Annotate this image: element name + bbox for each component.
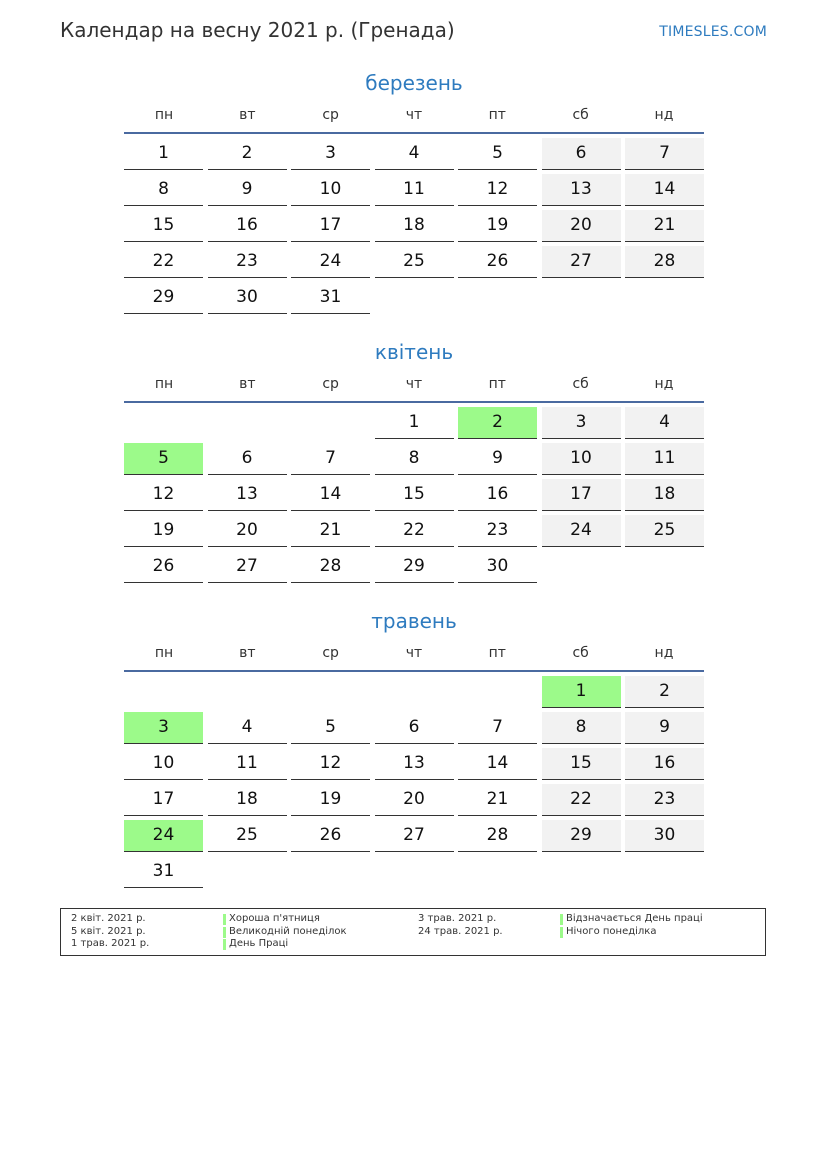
day-cell: 6 (375, 712, 454, 744)
empty-cell (458, 856, 537, 888)
month-title: травень (371, 609, 457, 633)
day-cell: 8 (542, 712, 621, 744)
weekday-label: пт (488, 645, 506, 661)
day-cell: 16 (458, 479, 537, 511)
day-cell: 8 (124, 174, 203, 206)
weekday-label: вт (239, 107, 256, 123)
weekday-label: нд (654, 107, 674, 123)
day-cell: 30 (458, 551, 537, 583)
day-cell: 14 (291, 479, 370, 511)
month-title: квітень (374, 340, 454, 364)
week-row (124, 676, 704, 712)
day-cell: 29 (124, 282, 203, 314)
weekday-header (124, 367, 704, 403)
month-2 (124, 337, 704, 587)
day-cell: 4 (625, 407, 704, 439)
day-cell: 29 (375, 551, 454, 583)
weekday-label: пт (488, 107, 506, 123)
weeks-grid (124, 672, 704, 892)
day-cell: 14 (625, 174, 704, 206)
weeks-grid (124, 134, 704, 318)
day-cell: 27 (375, 820, 454, 852)
day-cell: 18 (375, 210, 454, 242)
empty-cell (375, 282, 454, 314)
day-cell: 3 (542, 407, 621, 439)
empty-cell (375, 856, 454, 888)
day-cell: 1 (375, 407, 454, 439)
empty-cell (124, 407, 203, 439)
day-cell: 19 (291, 784, 370, 816)
legend-holiday-name: Хороша п'ятниця (223, 913, 320, 924)
day-cell: 6 (542, 138, 621, 170)
day-cell: 31 (291, 282, 370, 314)
day-cell: 4 (375, 138, 454, 170)
legend-date: 5 квіт. 2021 р. (71, 926, 146, 937)
day-cell: 28 (625, 246, 704, 278)
day-cell: 4 (208, 712, 287, 744)
month-3 (124, 606, 704, 892)
legend-holiday-name: Нічого понеділка (560, 926, 656, 937)
day-cell: 28 (458, 820, 537, 852)
day-cell: 10 (542, 443, 621, 475)
week-row (124, 246, 704, 282)
empty-cell (291, 407, 370, 439)
empty-cell (542, 282, 621, 314)
day-cell: 7 (625, 138, 704, 170)
empty-cell (208, 856, 287, 888)
day-cell: 25 (375, 246, 454, 278)
weekday-label: пн (154, 376, 174, 392)
empty-cell (542, 551, 621, 583)
day-cell: 16 (208, 210, 287, 242)
day-cell: 20 (375, 784, 454, 816)
day-cell: 19 (124, 515, 203, 547)
month-1 (124, 68, 704, 318)
weekday-label: чт (405, 107, 423, 123)
day-cell: 23 (208, 246, 287, 278)
week-row (124, 712, 704, 748)
week-row (124, 820, 704, 856)
day-cell: 28 (291, 551, 370, 583)
day-cell: 2 (208, 138, 287, 170)
holiday-day-cell: 1 (542, 676, 621, 708)
weekday-label: ср (322, 645, 339, 661)
empty-cell (291, 676, 370, 708)
day-cell: 14 (458, 748, 537, 780)
day-cell: 9 (458, 443, 537, 475)
day-cell: 27 (208, 551, 287, 583)
day-cell: 12 (124, 479, 203, 511)
day-cell: 13 (208, 479, 287, 511)
day-cell: 30 (208, 282, 287, 314)
day-cell: 15 (124, 210, 203, 242)
weekday-label: сб (572, 376, 589, 392)
day-cell: 15 (542, 748, 621, 780)
week-row (124, 515, 704, 551)
week-row (124, 551, 704, 587)
empty-cell (208, 407, 287, 439)
week-row (124, 138, 704, 174)
day-cell: 15 (375, 479, 454, 511)
day-cell: 30 (625, 820, 704, 852)
day-cell: 22 (375, 515, 454, 547)
day-cell: 17 (124, 784, 203, 816)
holiday-day-cell: 5 (124, 443, 203, 475)
week-row (124, 856, 704, 892)
weekday-label: сб (572, 645, 589, 661)
day-cell: 26 (124, 551, 203, 583)
legend-holiday-name: Великодній понеділок (223, 926, 347, 937)
site-link[interactable]: TIMESLES.COM (659, 24, 767, 40)
day-cell: 25 (625, 515, 704, 547)
holiday-day-cell: 2 (458, 407, 537, 439)
day-cell: 7 (458, 712, 537, 744)
weekday-label: ср (322, 376, 339, 392)
day-cell: 17 (542, 479, 621, 511)
week-row (124, 407, 704, 443)
empty-cell (542, 856, 621, 888)
week-row (124, 174, 704, 210)
day-cell: 11 (625, 443, 704, 475)
day-cell: 25 (208, 820, 287, 852)
day-cell: 5 (458, 138, 537, 170)
weekday-label: пт (488, 376, 506, 392)
day-cell: 19 (458, 210, 537, 242)
legend-date: 1 трав. 2021 р. (71, 938, 150, 949)
day-cell: 12 (291, 748, 370, 780)
weekday-label: вт (239, 645, 256, 661)
weekday-label: пн (154, 107, 174, 123)
empty-cell (625, 282, 704, 314)
day-cell: 22 (124, 246, 203, 278)
day-cell: 9 (208, 174, 287, 206)
month-title: березень (365, 71, 463, 95)
holiday-legend (60, 908, 766, 956)
day-cell: 10 (124, 748, 203, 780)
day-cell: 21 (625, 210, 704, 242)
weekday-label: чт (405, 645, 423, 661)
empty-cell (625, 856, 704, 888)
day-cell: 9 (625, 712, 704, 744)
day-cell: 10 (291, 174, 370, 206)
day-cell: 11 (375, 174, 454, 206)
empty-cell (291, 856, 370, 888)
day-cell: 18 (208, 784, 287, 816)
day-cell: 8 (375, 443, 454, 475)
day-cell: 24 (542, 515, 621, 547)
weekday-label: нд (654, 645, 674, 661)
empty-cell (124, 676, 203, 708)
week-row (124, 443, 704, 479)
empty-cell (458, 282, 537, 314)
empty-cell (625, 551, 704, 583)
day-cell: 24 (291, 246, 370, 278)
weekday-label: пн (154, 645, 174, 661)
day-cell: 7 (291, 443, 370, 475)
weekday-label: нд (654, 376, 674, 392)
holiday-day-cell: 24 (124, 820, 203, 852)
weekday-label: вт (239, 376, 256, 392)
day-cell: 27 (542, 246, 621, 278)
week-row (124, 210, 704, 246)
day-cell: 21 (291, 515, 370, 547)
day-cell: 12 (458, 174, 537, 206)
weekday-header (124, 98, 704, 134)
day-cell: 22 (542, 784, 621, 816)
weekday-label: ср (322, 107, 339, 123)
weekday-label: сб (572, 107, 589, 123)
day-cell: 16 (625, 748, 704, 780)
week-row (124, 479, 704, 515)
day-cell: 13 (375, 748, 454, 780)
week-row (124, 282, 704, 318)
day-cell: 2 (625, 676, 704, 708)
day-cell: 26 (458, 246, 537, 278)
day-cell: 31 (124, 856, 203, 888)
day-cell: 3 (291, 138, 370, 170)
day-cell: 6 (208, 443, 287, 475)
day-cell: 18 (625, 479, 704, 511)
empty-cell (208, 676, 287, 708)
day-cell: 23 (458, 515, 537, 547)
page-title: Календар на весну 2021 р. (Гренада) (60, 18, 455, 42)
day-cell: 21 (458, 784, 537, 816)
legend-date: 2 квіт. 2021 р. (71, 913, 146, 924)
week-row (124, 748, 704, 784)
empty-cell (375, 676, 454, 708)
day-cell: 5 (291, 712, 370, 744)
weeks-grid (124, 403, 704, 587)
day-cell: 1 (124, 138, 203, 170)
legend-holiday-name: День Праці (223, 938, 288, 949)
day-cell: 26 (291, 820, 370, 852)
weekday-header (124, 636, 704, 672)
holiday-day-cell: 3 (124, 712, 203, 744)
legend-date: 24 трав. 2021 р. (418, 926, 503, 937)
week-row (124, 784, 704, 820)
day-cell: 29 (542, 820, 621, 852)
day-cell: 23 (625, 784, 704, 816)
legend-holiday-name: Відзначається День праці (560, 913, 703, 924)
day-cell: 13 (542, 174, 621, 206)
weekday-label: чт (405, 376, 423, 392)
day-cell: 20 (208, 515, 287, 547)
day-cell: 20 (542, 210, 621, 242)
day-cell: 11 (208, 748, 287, 780)
day-cell: 17 (291, 210, 370, 242)
empty-cell (458, 676, 537, 708)
legend-date: 3 трав. 2021 р. (418, 913, 497, 924)
